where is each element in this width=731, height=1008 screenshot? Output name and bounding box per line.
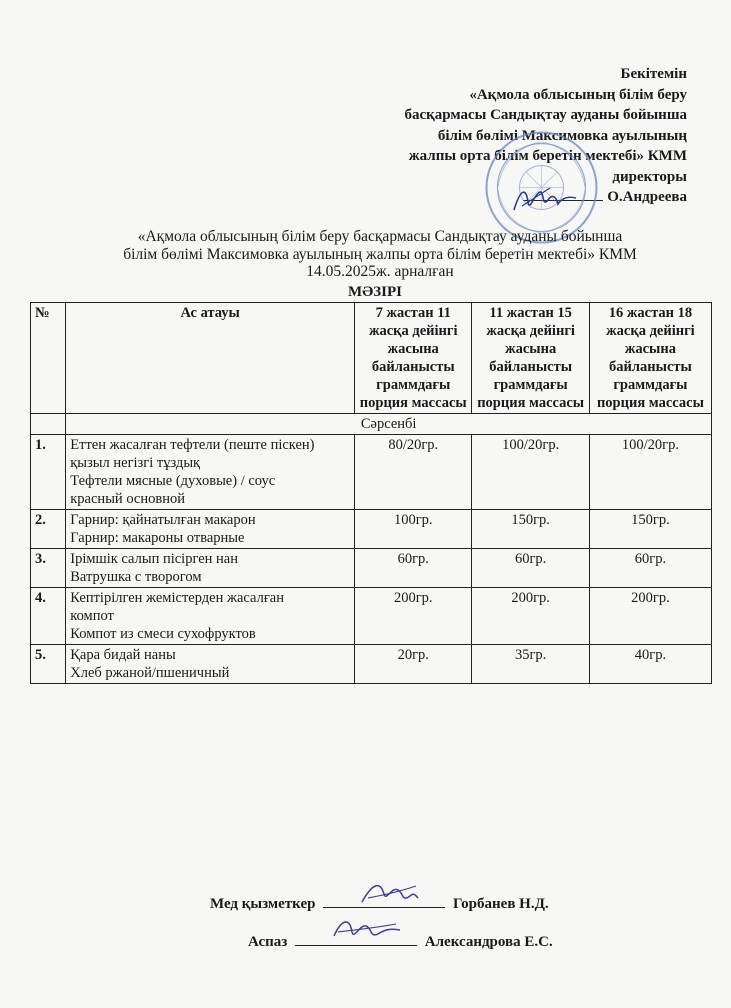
row-number: 1. xyxy=(31,435,66,510)
header-num: № xyxy=(31,303,66,414)
portion-age-7-11: 20гр. xyxy=(355,645,472,684)
dish-name-line: компот xyxy=(70,608,114,624)
approval-line: білім бөлімі Максимовка ауылының xyxy=(437,127,687,144)
dish-name-line: Тефтели мясные (духовые) / соус xyxy=(70,473,276,489)
dish-name xyxy=(66,549,355,588)
portion-age-7-11: 100гр. xyxy=(355,510,472,549)
subtitle-line: білім бөлімі Максимовка ауылының жалпы орта білім беретін мектебі» КММ xyxy=(123,245,637,263)
header-dish-name: Ас атауы xyxy=(66,303,355,414)
med-worker-name: Горбанев Н.Д. xyxy=(452,896,549,912)
portion-age-11-15: 35гр. xyxy=(472,645,589,684)
approval-line: басқармасы Сандықтау ауданы бойынша xyxy=(404,107,687,123)
dish-name xyxy=(66,588,355,645)
menu-table xyxy=(30,302,712,684)
row-number: 2. xyxy=(31,510,66,549)
portion-age-11-15: 150гр. xyxy=(472,510,589,549)
subtitle-line: 14.05.2025ж. арналған xyxy=(306,263,454,280)
day-row xyxy=(31,414,712,435)
approval-block xyxy=(307,64,687,208)
signature-underline xyxy=(295,931,417,946)
approval-line: директоры xyxy=(612,168,687,185)
portion-age-16-18: 40гр. xyxy=(589,645,711,684)
dish-name-line: Еттен жасалған тефтели (пеште піскен) xyxy=(70,437,315,453)
row-number: 4. xyxy=(31,588,66,645)
portion-age-7-11: 80/20гр. xyxy=(355,435,472,510)
dish-name-line: Гарнир: қайнатылған макарон xyxy=(70,512,256,528)
dish-name-line: Ірімшік салып пісірген нан xyxy=(70,551,238,567)
menu-title: МӘЗІРІ xyxy=(348,284,402,300)
dish-name-line: красный основной xyxy=(70,491,185,507)
portion-age-7-11: 200гр. xyxy=(355,588,472,645)
dish-name-line: Ватрушка с творогом xyxy=(70,569,202,585)
dish-name xyxy=(66,510,355,549)
approval-line: «Ақмола облысының білім беру xyxy=(469,86,687,103)
table-row xyxy=(31,588,712,645)
director-name: О.Андреева xyxy=(607,189,687,205)
table-row xyxy=(31,510,712,549)
day-label: Сәрсенбі xyxy=(66,414,712,435)
portion-age-7-11: 60гр. xyxy=(355,549,472,588)
table-header-row xyxy=(31,303,712,414)
dish-name-line: қызыл негізгі тұздық xyxy=(70,455,201,471)
header-age-11-15: 11 жастан 15 жасқа дейінгі жасына байланысты граммдағы порция массасы xyxy=(472,303,589,414)
dish-name-line: Гарнир: макароны отварные xyxy=(70,530,245,546)
header-age-7-11: 7 жастан 11 жасқа дейінгі жасына байланысты граммдағы порция массасы xyxy=(355,303,472,414)
table-row xyxy=(31,645,712,684)
table-row xyxy=(31,435,712,510)
subtitle-line: «Ақмола облысының білім беру басқармасы Сандықтау ауданы бойынша xyxy=(137,228,623,245)
portion-age-16-18: 100/20гр. xyxy=(589,435,711,510)
dish-name-line: Компот из смеси сухофруктов xyxy=(70,626,256,642)
cook-label: Аспаз xyxy=(248,934,288,950)
portion-age-16-18: 200гр. xyxy=(589,588,711,645)
portion-age-16-18: 150гр. xyxy=(589,510,711,549)
approval-line: жалпы орта білім беретін мектебі» КММ xyxy=(408,148,687,164)
portion-age-11-15: 100/20гр. xyxy=(472,435,589,510)
dish-name-line: Кептірілген жемістерден жасалған xyxy=(70,590,284,606)
portion-age-11-15: 60гр. xyxy=(472,549,589,588)
portion-age-16-18: 60гр. xyxy=(589,549,711,588)
med-worker-label: Мед қызметкер xyxy=(210,896,316,912)
row-number: 3. xyxy=(31,549,66,588)
dish-name xyxy=(66,435,355,510)
menu-subtitle xyxy=(100,228,660,281)
portion-age-11-15: 200гр. xyxy=(472,588,589,645)
dish-name-line: Хлеб ржаной/пшеничный xyxy=(70,665,230,681)
row-number: 5. xyxy=(31,645,66,684)
table-row xyxy=(31,549,712,588)
med-worker-signature-row xyxy=(210,893,549,913)
header-age-16-18: 16 жастан 18 жасқа дейінгі жасына байланысты граммдағы порция массасы xyxy=(589,303,711,414)
dish-name xyxy=(66,645,355,684)
signature-underline xyxy=(323,893,445,908)
cook-name: Александрова Е.С. xyxy=(424,934,553,950)
approval-line: Бекітемін xyxy=(620,66,687,82)
dish-name-line: Қара бидай наны xyxy=(70,647,176,663)
cook-signature-row xyxy=(248,931,553,951)
director-signature-line xyxy=(307,187,687,208)
signature-underline xyxy=(523,188,603,201)
